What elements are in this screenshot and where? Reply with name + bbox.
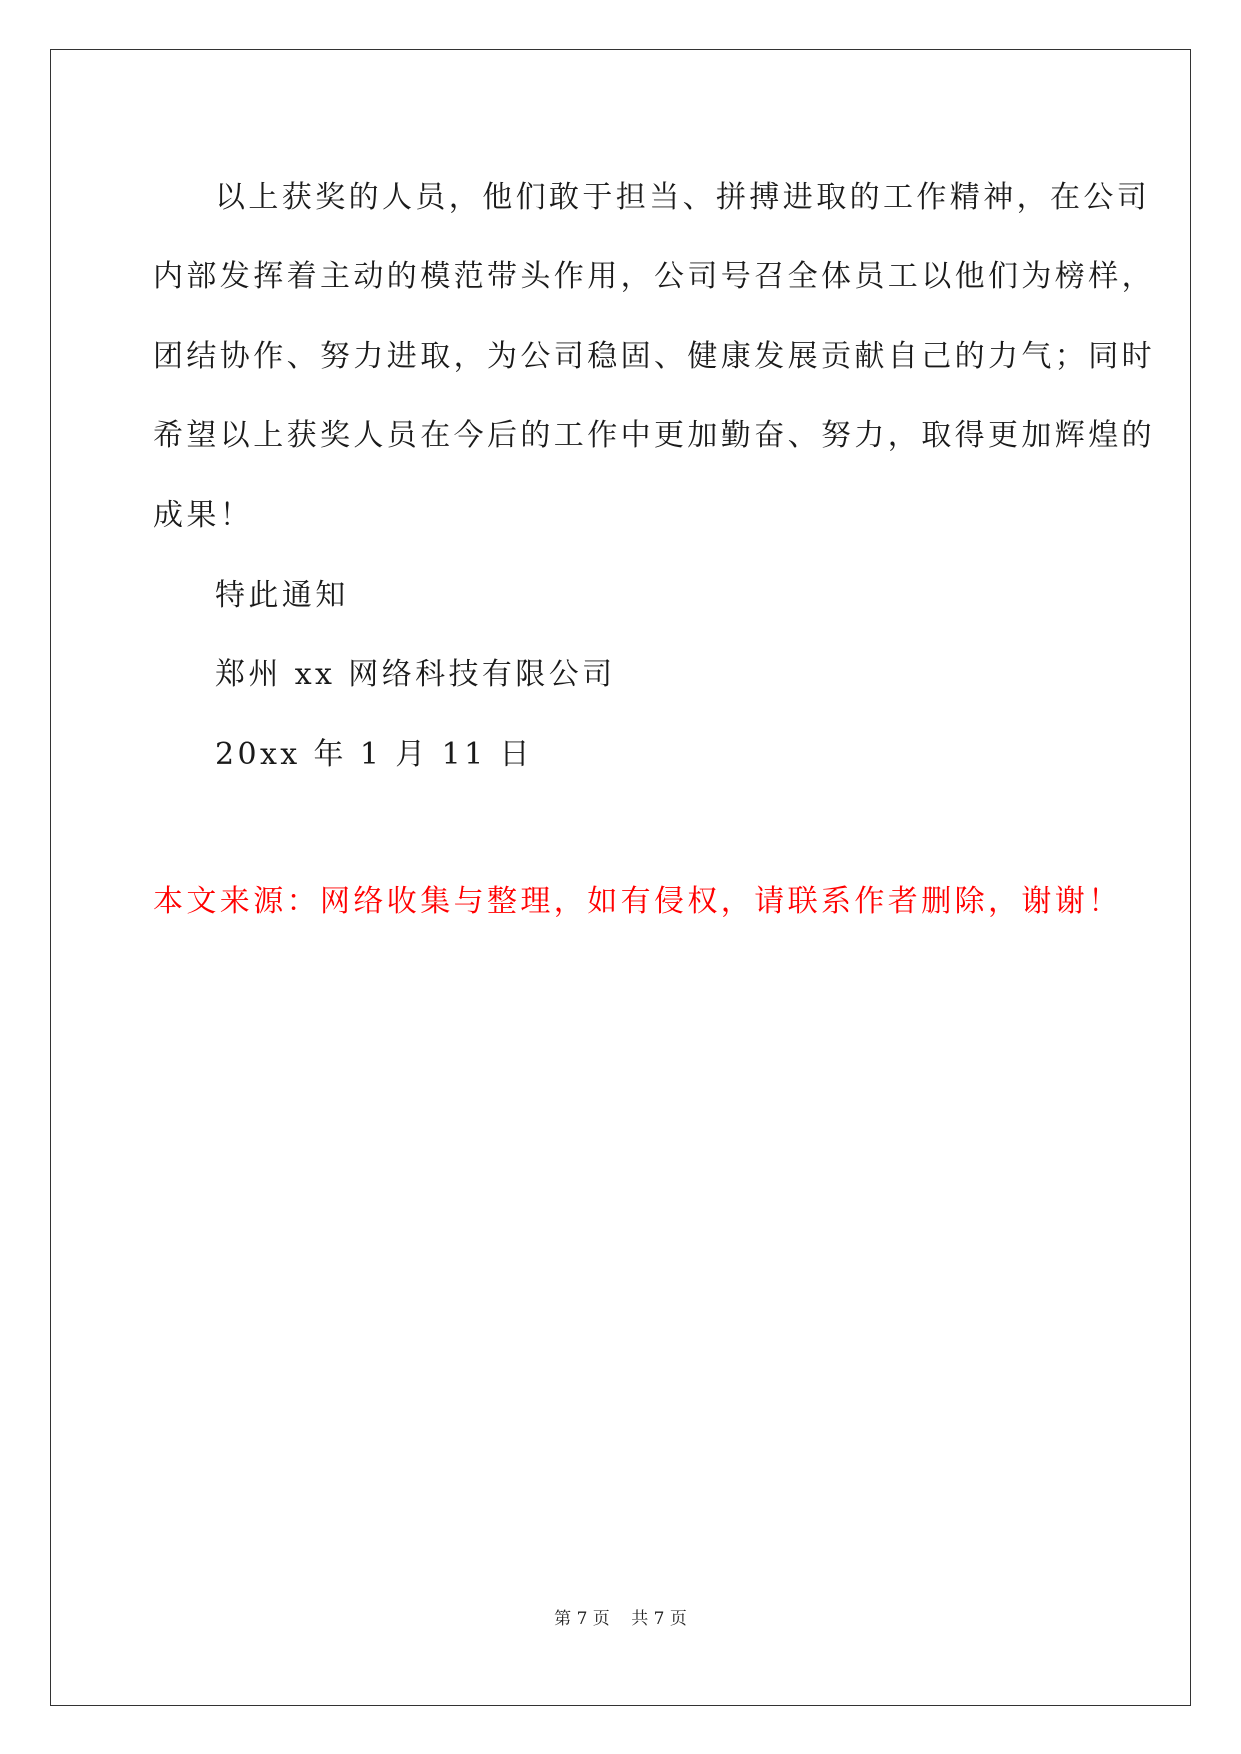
paragraph-line-2: 内部发挥着主动的模范带头作用，公司号召全体员工以他们为榜样， [153, 259, 1155, 294]
issue-date: 20xx 年 1 月 11 日 [215, 737, 533, 772]
paragraph-line-5: 成果！ [153, 498, 254, 533]
page-number-total: 共 7 页 [631, 1609, 687, 1629]
paragraph-line-3: 团结协作、努力进取，为公司稳固、健康发展贡献自己的力气；同时 [153, 339, 1155, 374]
page-footer [0, 1604, 1241, 1629]
source-note: 本文来源：网络收集与整理，如有侵权，请联系作者删除，谢谢！ [153, 884, 1122, 919]
paragraph-line-1: 以上获奖的人员，他们敢于担当、拼搏进取的工作精神，在公司 [215, 180, 1151, 215]
paragraph-line-4: 希望以上获奖人员在今后的工作中更加勤奋、努力，取得更加辉煌的 [153, 418, 1155, 453]
page-number-current: 第 7 页 [554, 1609, 610, 1629]
company-name: 郑州 xx 网络科技有限公司 [215, 657, 616, 692]
closing-notice: 特此通知 [215, 578, 349, 613]
